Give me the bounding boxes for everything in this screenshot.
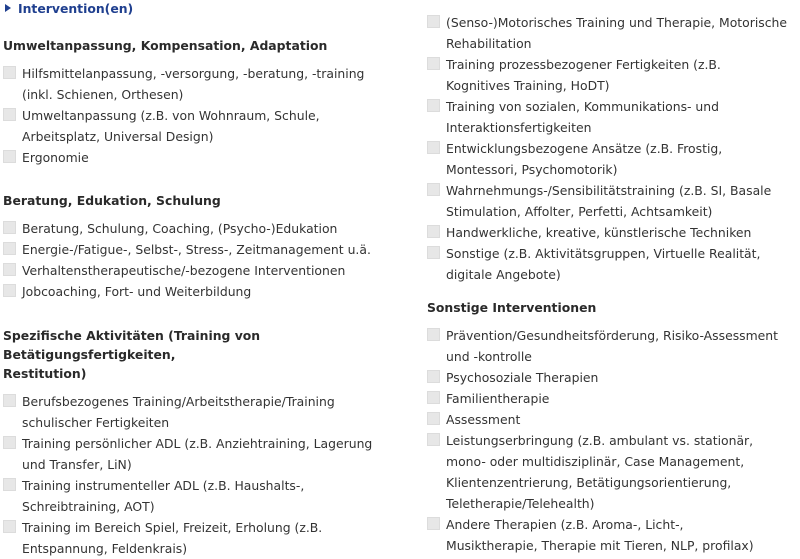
checkbox[interactable]	[3, 520, 16, 533]
checkbox[interactable]	[427, 15, 440, 28]
checkbox-item[interactable]	[3, 260, 403, 281]
checkbox-label: Ergonomie	[22, 150, 89, 165]
group-training	[427, 12, 800, 285]
group-umweltanpassung	[3, 36, 403, 168]
group-title: Umweltanpassung, Kompensation, Adaptation	[3, 38, 328, 53]
checkbox[interactable]	[3, 394, 16, 407]
checkbox[interactable]	[427, 141, 440, 154]
checkbox[interactable]	[3, 478, 16, 491]
checkbox-item[interactable]	[427, 96, 727, 138]
checkbox-item[interactable]	[427, 367, 800, 388]
checkbox-label: Jobcoaching, Fort- und Weiterbildung	[22, 284, 252, 299]
checkbox[interactable]	[427, 183, 440, 196]
checkbox-item[interactable]	[3, 391, 358, 433]
checkbox[interactable]	[427, 412, 440, 425]
checkbox-item[interactable]	[3, 433, 388, 475]
checkbox-item[interactable]	[427, 243, 799, 285]
checkbox-label: Handwerkliche, kreative, künstlerische Techniken	[446, 225, 752, 240]
checkbox-item[interactable]	[427, 388, 800, 409]
checkbox-item[interactable]	[427, 325, 799, 367]
checkbox-item[interactable]	[3, 105, 343, 147]
checkbox-item[interactable]	[427, 12, 787, 54]
checkbox[interactable]	[3, 108, 16, 121]
interventions-section-toggle[interactable]	[5, 0, 133, 16]
checkbox-item[interactable]	[427, 138, 787, 180]
checkbox-label: Entwicklungsbezogene Ansätze (z.B. Frostig, Montessori, Psychomotorik)	[446, 141, 723, 177]
checkbox-label: Energie-/Fatigue-, Selbst-, Stress-, Zeitmanagement u.ä.	[22, 242, 371, 257]
checkbox[interactable]	[3, 150, 16, 163]
group-spezifische-aktivitaeten	[3, 326, 403, 559]
checkbox-item[interactable]	[427, 514, 772, 556]
checkbox-item[interactable]	[427, 430, 782, 514]
checkbox-item[interactable]	[427, 222, 797, 243]
checkbox-item[interactable]	[427, 180, 777, 222]
checkbox-label: Hilfsmittelanpassung, -versorgung, -beratung, -training (inkl. Schienen, Orthesen)	[22, 66, 365, 102]
checkbox-item[interactable]	[3, 517, 388, 559]
checkbox-label: Sonstige (z.B. Aktivitätsgruppen, Virtuelle Realität, digitale Angebote)	[446, 246, 761, 282]
checkbox[interactable]	[427, 370, 440, 383]
checkbox-label: Wahrnehmungs-/Sensibilitätstraining (z.B. SI, Basale Stimulation, Affolter, Perfetti, Achtsamkeit)	[446, 183, 772, 219]
checkbox[interactable]	[427, 99, 440, 112]
checkbox[interactable]	[3, 263, 16, 276]
checkbox-item[interactable]	[3, 239, 403, 260]
checkbox-label: Training von sozialen, Kommunikations- und Interaktionsfertigkeiten	[446, 99, 720, 135]
checkbox-label: Training persönlicher ADL (z.B. Anziehtraining, Lagerung und Transfer, LiN)	[22, 436, 373, 472]
checkbox-label: Beratung, Schulung, Coaching, (Psycho-)Edukation	[22, 221, 338, 236]
checkbox-label: Umweltanpassung (z.B. von Wohnraum, Schule, Arbeitsplatz, Universal Design)	[22, 108, 320, 144]
group-beratung	[3, 191, 403, 302]
group-title: Spezifische Aktivitäten (Training von Betätigungsfertigkeiten, Restitution)	[3, 328, 261, 381]
caret-right-icon	[5, 4, 11, 12]
checkbox-label: Familientherapie	[446, 391, 550, 406]
group-title: Beratung, Edukation, Schulung	[3, 193, 221, 208]
checkbox-item[interactable]	[3, 475, 328, 517]
checkbox[interactable]	[427, 246, 440, 259]
checkbox-item[interactable]	[3, 218, 403, 239]
section-title: Intervention(en)	[18, 0, 134, 16]
checkbox-label: Psychosoziale Therapien	[446, 370, 599, 385]
checkbox-label: (Senso-)Motorisches Training und Therapie, Motorische Rehabilitation	[446, 15, 788, 51]
checkbox[interactable]	[427, 57, 440, 70]
group-title: Sonstige Interventionen	[427, 300, 597, 315]
checkbox-item[interactable]	[427, 409, 800, 430]
checkbox-label: Training prozessbezogener Fertigkeiten (z.B. Kognitives Training, HoDT)	[446, 57, 721, 93]
checkbox-label: Andere Therapien (z.B. Aroma-, Licht-, Musiktherapie, Therapie mit Tieren, NLP, profilax)	[446, 517, 754, 553]
checkbox[interactable]	[427, 517, 440, 530]
checkbox-item[interactable]	[3, 281, 403, 302]
checkbox-label: Leistungserbringung (z.B. ambulant vs. stationär, mono- oder multidisziplinär, Case Management, Klientenzentrierung, Betätigungsorientierung, Teletherapie/Telehealth)	[446, 433, 754, 511]
checkbox-label: Berufsbezogenes Training/Arbeitstherapie/Training schulischer Fertigkeiten	[22, 394, 335, 430]
checkbox[interactable]	[3, 284, 16, 297]
checkbox-item[interactable]	[427, 54, 787, 96]
checkbox-item[interactable]	[3, 63, 383, 105]
checkbox[interactable]	[427, 433, 440, 446]
checkbox[interactable]	[427, 391, 440, 404]
checkbox[interactable]	[3, 242, 16, 255]
checkbox-label: Training im Bereich Spiel, Freizeit, Erholung (z.B. Entspannung, Feldenkrais)	[22, 520, 323, 556]
checkbox[interactable]	[3, 436, 16, 449]
group-sonstige-interventionen	[427, 298, 800, 556]
checkbox[interactable]	[427, 225, 440, 238]
checkbox-label: Training instrumenteller ADL (z.B. Haushalts-, Schreibtraining, AOT)	[22, 478, 305, 514]
checkbox[interactable]	[427, 328, 440, 341]
checkbox-label: Assessment	[446, 412, 521, 427]
checkbox-label: Prävention/Gesundheitsförderung, Risiko-Assessment und -kontrolle	[446, 328, 779, 364]
checkbox-label: Verhaltenstherapeutische/-bezogene Interventionen	[22, 263, 346, 278]
checkbox[interactable]	[3, 66, 16, 79]
checkbox[interactable]	[3, 221, 16, 234]
checkbox-item[interactable]	[3, 147, 403, 168]
